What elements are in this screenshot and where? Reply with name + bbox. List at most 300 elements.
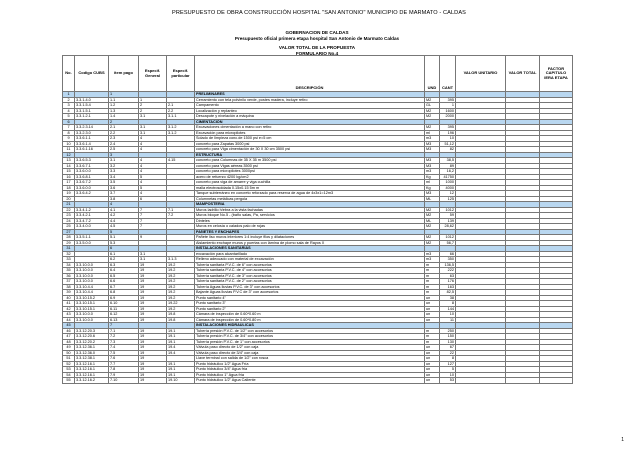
cell-no: 49	[63, 345, 75, 351]
cell-no: 36	[63, 273, 75, 279]
cell-und: m	[425, 262, 440, 268]
cell-descripcion: Columnetas metálicas pergola	[195, 196, 425, 202]
cell-und: M2	[425, 224, 440, 230]
cell-descripcion: Relleno adecuado con material de excavación	[195, 257, 425, 263]
cell-item: 7	[109, 323, 139, 329]
cell-item: 3.4	[109, 174, 139, 180]
cell-espec-particular: 19.1	[167, 361, 195, 367]
cell-descripcion: concreto para viga de amarre y viga cuchilla	[195, 180, 425, 186]
cell-descripcion: Tubería sanitaria P.V.C. de 3" con accesorios	[195, 273, 425, 279]
table-row	[63, 378, 573, 384]
cell-item: 5.3	[109, 240, 139, 246]
cell-no: 10	[63, 141, 75, 147]
cell-descripcion: CIMENTACIÓN	[195, 119, 425, 125]
cell-und: un	[425, 317, 440, 323]
cell-cant: 350	[440, 257, 456, 263]
cell-espec-particular: 19.2	[167, 262, 195, 268]
cell-cant: 144	[440, 306, 456, 312]
cell-item: 7.10	[109, 378, 139, 384]
cell-item: 6.13	[109, 317, 139, 323]
col-und: UND	[425, 56, 440, 92]
cell-espec-particular: 19.8	[167, 312, 195, 318]
cell-no: 5	[63, 114, 75, 120]
cell-descripcion: Punto sanitario 2"	[195, 306, 425, 312]
cell-descripcion: excavación para alcantarillado	[195, 251, 425, 257]
cell-descripcion: Muros ladrillo h/ebra a la vista fachadas	[195, 207, 425, 213]
cell-no: 4	[63, 108, 75, 114]
header-line-4: FORMULARIO No.4	[295, 51, 339, 57]
cell-descripcion: acero de refuerzo 4200 kg/cm2	[195, 174, 425, 180]
cell-item: 7.2	[109, 334, 139, 340]
cell-descripcion: Punto hidráulico 3/4" Agua fría	[195, 367, 425, 373]
cell-descripcion: Pañete liso muros interiores 1:4 incluye filos y dilataciones	[195, 235, 425, 241]
cell-item: 7.5	[109, 350, 139, 356]
cell-codigo: 3.3.6.8.1	[75, 174, 109, 180]
cell-espec-general: 19	[139, 268, 167, 274]
cell-codigo: 3.3.4.1.2	[75, 207, 109, 213]
cell-espec-particular: 19.2	[167, 273, 195, 279]
cell-cant: 1	[440, 103, 456, 109]
cell-espec-particular: 19.2	[167, 268, 195, 274]
cell-espec-general: 19	[139, 273, 167, 279]
cell-cant: 250	[440, 328, 456, 334]
cell-no: 11	[63, 147, 75, 153]
header-line-1: GOBERNACION DE CALDAS	[285, 30, 349, 35]
cell-espec-particular: 3.1.2	[167, 125, 195, 131]
cell-descripcion: Tubería sanitaria P.V.C. de 4" con accesorios	[195, 268, 425, 274]
cell-espec-general: 7	[139, 218, 167, 224]
cell-und: Kg	[425, 185, 440, 191]
cell-cant: 127	[440, 361, 456, 367]
cell-no: 42	[63, 306, 75, 312]
cell-codigo: 3.3.5.1.1	[75, 235, 109, 241]
cell-item: 6.10	[109, 301, 139, 307]
cell-codigo: 3.3.10.15.1	[75, 301, 109, 307]
cell-descripcion: Tubería presión P.V.C. de 3/4" con accesorios	[195, 334, 425, 340]
cell-item: 6.11	[109, 306, 139, 312]
col-no: No.	[63, 56, 75, 92]
cell-und: un	[425, 306, 440, 312]
cell-item: 2	[109, 119, 139, 125]
cell-codigo: 3.3.6.1.16	[75, 147, 109, 153]
cell-item: 6.8	[109, 290, 139, 296]
cell-espec-general: 4	[139, 180, 167, 186]
cell-no: 14	[63, 163, 75, 169]
cell-cant: 395	[440, 97, 456, 103]
cell-no: 31	[63, 246, 75, 252]
cell-cant: 8	[440, 301, 456, 307]
cell-espec-general: 19	[139, 378, 167, 384]
cell-espec-general: 19	[139, 295, 167, 301]
cell-codigo: 3.3.10.0.0	[75, 262, 109, 268]
cell-cant: 222	[440, 268, 456, 274]
cell-codigo: 3.3.12.20.2	[75, 339, 109, 345]
cell-und: un	[425, 356, 440, 362]
cell-espec-particular: 19.4	[167, 345, 195, 351]
cell-und: un	[425, 312, 440, 318]
cell-espec-general: 2	[139, 108, 167, 114]
table-body	[63, 92, 573, 384]
cell-und: m	[425, 339, 440, 345]
cell-cant: 1012	[440, 235, 456, 241]
cell-descripcion: Descapote y nivelación a máquina	[195, 114, 425, 120]
cell-cant: 16,2	[440, 169, 456, 175]
cell-item: 2.3	[109, 136, 139, 142]
cell-codigo: 3.3.6.1.1	[75, 136, 109, 142]
cell-item: 2.4	[109, 141, 139, 147]
cell-item: 6.2	[109, 257, 139, 263]
cell-codigo: 3.3.12.36.1	[75, 345, 109, 351]
cell-no: 48	[63, 339, 75, 345]
cell-no: 44	[63, 317, 75, 323]
cell-und: m3	[425, 257, 440, 263]
cell-und: M2	[425, 97, 440, 103]
cell-codigo: 3.3.1.5.1	[75, 108, 109, 114]
cell-und: m	[425, 284, 440, 290]
col-cant: CANT	[440, 56, 456, 92]
cell-descripcion: Válvula paso directo de 3/4" con caja	[195, 350, 425, 356]
cell-espec-general: 19	[139, 317, 167, 323]
cell-no: 1	[63, 92, 75, 98]
cell-codigo: 3.3.1.5.4	[75, 103, 109, 109]
cell-und: M3	[425, 158, 440, 164]
cell-no: 18	[63, 185, 75, 191]
cell-und: un	[425, 367, 440, 373]
cell-espec-general: 3.1	[139, 125, 167, 131]
cell-codigo: 3.3.2.3.0	[75, 130, 109, 136]
cell-no: 6	[63, 119, 75, 125]
cell-descripcion: Tubería sanitaria P.V.C. de 6" con accesorios	[195, 262, 425, 268]
cell-descripcion: concreto para micropilotes 3000psi	[195, 169, 425, 175]
cell-cant: 22	[440, 350, 456, 356]
cell-no: 22	[63, 207, 75, 213]
cell-espec-general: 19	[139, 339, 167, 345]
cell-no: 41	[63, 301, 75, 307]
cell-espec-general: 3.1	[139, 257, 167, 263]
cell-espec-general: 19	[139, 279, 167, 285]
cell-item: 2.5	[109, 147, 139, 153]
cell-item: 1.2	[109, 103, 139, 109]
cell-descripcion: Punto sanitario 3"	[195, 301, 425, 307]
cell-cant: 56,7	[440, 240, 456, 246]
cell-espec-general: 4	[139, 163, 167, 169]
cell-espec-general: 4	[139, 169, 167, 175]
cell-espec-particular: 19.2	[167, 284, 195, 290]
header-line-3: VALOR TOTAL DE LA PROPUESTA	[278, 44, 356, 50]
cell-cant: 41750	[440, 174, 456, 180]
cell-espec-general: 19	[139, 284, 167, 290]
page-number: 1	[621, 437, 624, 443]
cell-item: 6	[109, 246, 139, 252]
cell-item: 5	[109, 229, 139, 235]
cell-descripcion: Tanque subterráneo en concreto reforzado para reserva de agua de 4x3x1=12m3	[195, 191, 425, 197]
cell-no: 27	[63, 229, 75, 235]
cell-cant: 10	[440, 136, 456, 142]
cell-descripcion: Dinteles	[195, 218, 425, 224]
cell-item: 6.1	[109, 251, 139, 257]
cell-espec-general: 3.1	[139, 114, 167, 120]
cell-no: 45	[63, 323, 75, 329]
cell-no: 35	[63, 268, 75, 274]
cell-codigo: 3.3.4.2.1	[75, 213, 109, 219]
cell-descripcion: ESTRUCTURA	[195, 152, 425, 158]
cell-cant: 395	[440, 125, 456, 131]
cell-item: 3.6	[109, 185, 139, 191]
col-descripcion: DESCRIPCIÓN	[195, 56, 425, 92]
cell-und: Kg	[425, 174, 440, 180]
cell-no: 28	[63, 235, 75, 241]
cell-codigo: 3.3.12.16.1	[75, 367, 109, 373]
cell-descripcion: malla electrosoldada 0.15x0.15 5m m	[195, 185, 425, 191]
cell-espec-general: 19	[139, 367, 167, 373]
cell-item: 4.5	[109, 224, 139, 230]
cell-no: 15	[63, 169, 75, 175]
cell-und: ml	[425, 180, 440, 186]
cell-cant: 38,5	[440, 158, 456, 164]
cell-descripcion: Llave terminal con salida de 1/2" con rosca	[195, 356, 425, 362]
cell-cant: 11	[440, 317, 456, 323]
cell-descripcion: MAMPOSTERIA	[195, 202, 425, 208]
cell-no: 29	[63, 240, 75, 246]
cell-item: 6.6	[109, 279, 139, 285]
cell-espec-general: 1	[139, 97, 167, 103]
cell-und: M3	[425, 141, 440, 147]
cell-und: m3	[425, 251, 440, 257]
cell-und: M3	[425, 191, 440, 197]
cell-und: un	[425, 378, 440, 384]
cell-espec-general: 5	[139, 174, 167, 180]
cell-no: 3	[63, 103, 75, 109]
cell-cant: 53	[440, 378, 456, 384]
cell-cant: 28,62	[440, 224, 456, 230]
cell-descripcion: concreto para Vigas aéreas 3500 psi	[195, 163, 425, 169]
cell-item: 4.1	[109, 207, 139, 213]
cell-item: 3.2	[109, 163, 139, 169]
cell-codigo: 3.3.6.7.2	[75, 180, 109, 186]
cell-und: un	[425, 295, 440, 301]
cell-codigo: 3.3.2.3.14	[75, 125, 109, 131]
cell-cant: 82,5	[440, 290, 456, 296]
budget-sheet	[62, 55, 572, 384]
cell-espec-general: 9	[139, 235, 167, 241]
cell-codigo: 3.3.1.4.0	[75, 97, 109, 103]
col-factor: FACTOR CAPITULO IERA ETAPA	[540, 56, 573, 92]
header-block	[62, 30, 572, 58]
cell-espec-particular: 3.1.3	[167, 257, 195, 263]
cell-cant: 12	[440, 191, 456, 197]
cell-no: 51	[63, 356, 75, 362]
cell-no: 40	[63, 295, 75, 301]
cell-und: M2	[425, 240, 440, 246]
cell-no: 23	[63, 213, 75, 219]
cell-item: 3.8	[109, 196, 139, 202]
cell-cant: 136,5	[440, 262, 456, 268]
cell-valor-total	[506, 378, 540, 384]
cell-cant: 67	[440, 345, 456, 351]
cell-item: 6.7	[109, 284, 139, 290]
cell-no: 8	[63, 130, 75, 136]
cell-item: 7.7	[109, 361, 139, 367]
cell-und: un	[425, 361, 440, 367]
cell-item: 4.4	[109, 218, 139, 224]
cell-no: 12	[63, 152, 75, 158]
cell-item: 4.2	[109, 213, 139, 219]
cell-espec-particular: 2.2	[167, 108, 195, 114]
cell-descripcion: Punto sanitario 4"	[195, 295, 425, 301]
cell-und: M2	[425, 108, 440, 114]
cell-cant: 8	[440, 356, 456, 362]
cell-espec-particular: 19.2	[167, 279, 195, 285]
cell-descripcion: Excavación para micropilotes	[195, 130, 425, 136]
cell-item: 2.1	[109, 125, 139, 131]
cell-codigo: 3.3.10.0.0	[75, 268, 109, 274]
cell-descripcion: INSTALACIONES SANITARIAS	[195, 246, 425, 252]
cell-espec-general: 19	[139, 356, 167, 362]
cell-no: 46	[63, 328, 75, 334]
cell-espec-general: 4	[139, 141, 167, 147]
cell-codigo: 3.3.10.0.0	[75, 273, 109, 279]
cell-no: 16	[63, 174, 75, 180]
cell-no: 53	[63, 367, 75, 373]
cell-descripcion: Válvula paso directo de 1/2" con caja	[195, 345, 425, 351]
cell-codigo: 3.3.12.20.6	[75, 334, 109, 340]
cell-descripcion: concreto para Columnas de 35 X 35 m 3500 psi	[195, 158, 425, 164]
cell-no: 7	[63, 125, 75, 131]
cell-descripcion: INSTALACIONES HIDRAULICAS	[195, 323, 425, 329]
cell-und: m	[425, 328, 440, 334]
cell-item: 3.1	[109, 158, 139, 164]
cell-cant: 82	[440, 147, 456, 153]
cell-espec-particular: 7.2	[167, 213, 195, 219]
cell-item: 1.3	[109, 108, 139, 114]
cell-no: 20	[63, 196, 75, 202]
table-header-row	[63, 56, 573, 92]
cell-espec-general: 19	[139, 361, 167, 367]
cell-espec-particular: 19.1	[167, 339, 195, 345]
cell-espec-particular: 19.10	[167, 378, 195, 384]
cell-und: m3	[425, 136, 440, 142]
cell-descripcion: Tubería Aguas lluvias P.V.C. de 3" con accesorios	[195, 284, 425, 290]
cell-no: 32	[63, 251, 75, 257]
cell-descripcion: Cerramiento con tela polvinilo verde, postes madera, incluye retiro	[195, 97, 425, 103]
cell-descripcion: Aislamiento enchape muros y puertas con lámina de plomo sala de Rayos X	[195, 240, 425, 246]
cell-no: 38	[63, 284, 75, 290]
cell-und: un	[425, 345, 440, 351]
cell-und: M2	[425, 207, 440, 213]
cell-und: M3	[425, 163, 440, 169]
cell-codigo: 3.3.6.7.1	[75, 163, 109, 169]
cell-codigo: 3.3.12.16.2	[75, 378, 109, 384]
cell-no: 9	[63, 136, 75, 142]
cell-codigo: 3.3.6.5.3	[75, 158, 109, 164]
cell-codigo: 3.3.10.0.0	[75, 317, 109, 323]
cell-codigo: 3.3.10.0.0	[75, 279, 109, 285]
cell-und: m3	[425, 169, 440, 175]
col-codigo: Codigo CUBS	[75, 56, 109, 92]
cell-espec-general: 3.1	[139, 130, 167, 136]
cell-espec-general: 7	[139, 207, 167, 213]
cell-codigo: 3.3.6.1.4	[75, 141, 109, 147]
cell-item: 7.9	[109, 372, 139, 378]
cell-cant: 66	[440, 251, 456, 257]
cell-codigo: 3.3.4.7.2	[75, 218, 109, 224]
cell-item: 1.4	[109, 114, 139, 120]
cell-und: ML	[425, 218, 440, 224]
cell-cant: 1000	[440, 180, 456, 186]
cell-item: 5.1	[109, 235, 139, 241]
cell-item: 7.4	[109, 345, 139, 351]
cell-espec-general: 19	[139, 312, 167, 318]
cell-cant: 176	[440, 279, 456, 285]
cell-espec-general: 19	[139, 290, 167, 296]
cell-descripcion: Muros en celosía o calados palo de rojas	[195, 224, 425, 230]
cell-valor-unitario	[456, 378, 506, 384]
cell-und: un	[425, 372, 440, 378]
cell-espec-general: 4	[139, 158, 167, 164]
cell-cant: 139	[440, 218, 456, 224]
cell-no: 55	[63, 378, 75, 384]
cell-espec-general: 5	[139, 185, 167, 191]
cell-no: 33	[63, 257, 75, 263]
cell-item: 3.5	[109, 180, 139, 186]
cell-espec-particular: 2.1	[167, 103, 195, 109]
cell-und: M2	[425, 235, 440, 241]
cell-espec-general: 19	[139, 262, 167, 268]
cell-und: un	[425, 301, 440, 307]
cell-cant: 5	[440, 367, 456, 373]
cell-descripcion: Cámara de inspección de 0.60*0.80 m	[195, 317, 425, 323]
cell-espec-particular: 3.1.1	[167, 114, 195, 120]
col-espec-particular: Especif. particular	[167, 56, 195, 92]
cell-item: 3	[109, 152, 139, 158]
cell-descripcion: Punto hidráulico 1/2" Agua Caliente	[195, 378, 425, 384]
cell-item: 3.3	[109, 169, 139, 175]
col-valor-unitario: VALOR UNITARIO	[456, 56, 506, 92]
document-title: PRESUPUESTO DE OBRA CONSTRUCCIÓN HOSPITAL "SAN ANTONIO" MUNICIPIO DE MARMATO - CALDAS	[172, 10, 466, 16]
cell-item: 2.2	[109, 130, 139, 136]
cell-descripcion: Tubería presión P.V.C. de 1" con accesorios	[195, 339, 425, 345]
cell-codigo: 3.3.12.20.3	[75, 328, 109, 334]
cell-descripcion: Muros bloque No.5 - (baño salas, Pa, servicios	[195, 213, 425, 219]
cell-item: 6.5	[109, 273, 139, 279]
cell-no: 17	[63, 180, 75, 186]
cell-no: 37	[63, 279, 75, 285]
cell-cant: 63	[440, 273, 456, 279]
cell-espec-particular: 19.8	[167, 317, 195, 323]
cell-no: 47	[63, 334, 75, 340]
cell-und: M2	[425, 114, 440, 120]
cell-descripcion: concreto para Viga cimentación de 30 X 30 cm 3500 psi	[195, 147, 425, 153]
cell-item: 4	[109, 202, 139, 208]
cell-item: 7.3	[109, 339, 139, 345]
cell-no: 54	[63, 372, 75, 378]
cell-descripcion: Campamento	[195, 103, 425, 109]
cell-espec-particular: 19.1	[167, 328, 195, 334]
cell-no: 25	[63, 224, 75, 230]
cell-item: 7.6	[109, 356, 139, 362]
cell-item: 6.3	[109, 262, 139, 268]
cell-no: 52	[63, 361, 75, 367]
cell-espec-general: 2	[139, 103, 167, 109]
cell-no: 39	[63, 290, 75, 296]
cell-codigo: 3.3.6.0.0	[75, 185, 109, 191]
cell-cant: 1600	[440, 108, 456, 114]
cell-codigo: 3.3.10.0.0	[75, 312, 109, 318]
cell-item: 7.8	[109, 367, 139, 373]
cell-cant: 4000	[440, 185, 456, 191]
cell-espec-particular: 19.1	[167, 372, 195, 378]
cell-no: 43	[63, 312, 75, 318]
